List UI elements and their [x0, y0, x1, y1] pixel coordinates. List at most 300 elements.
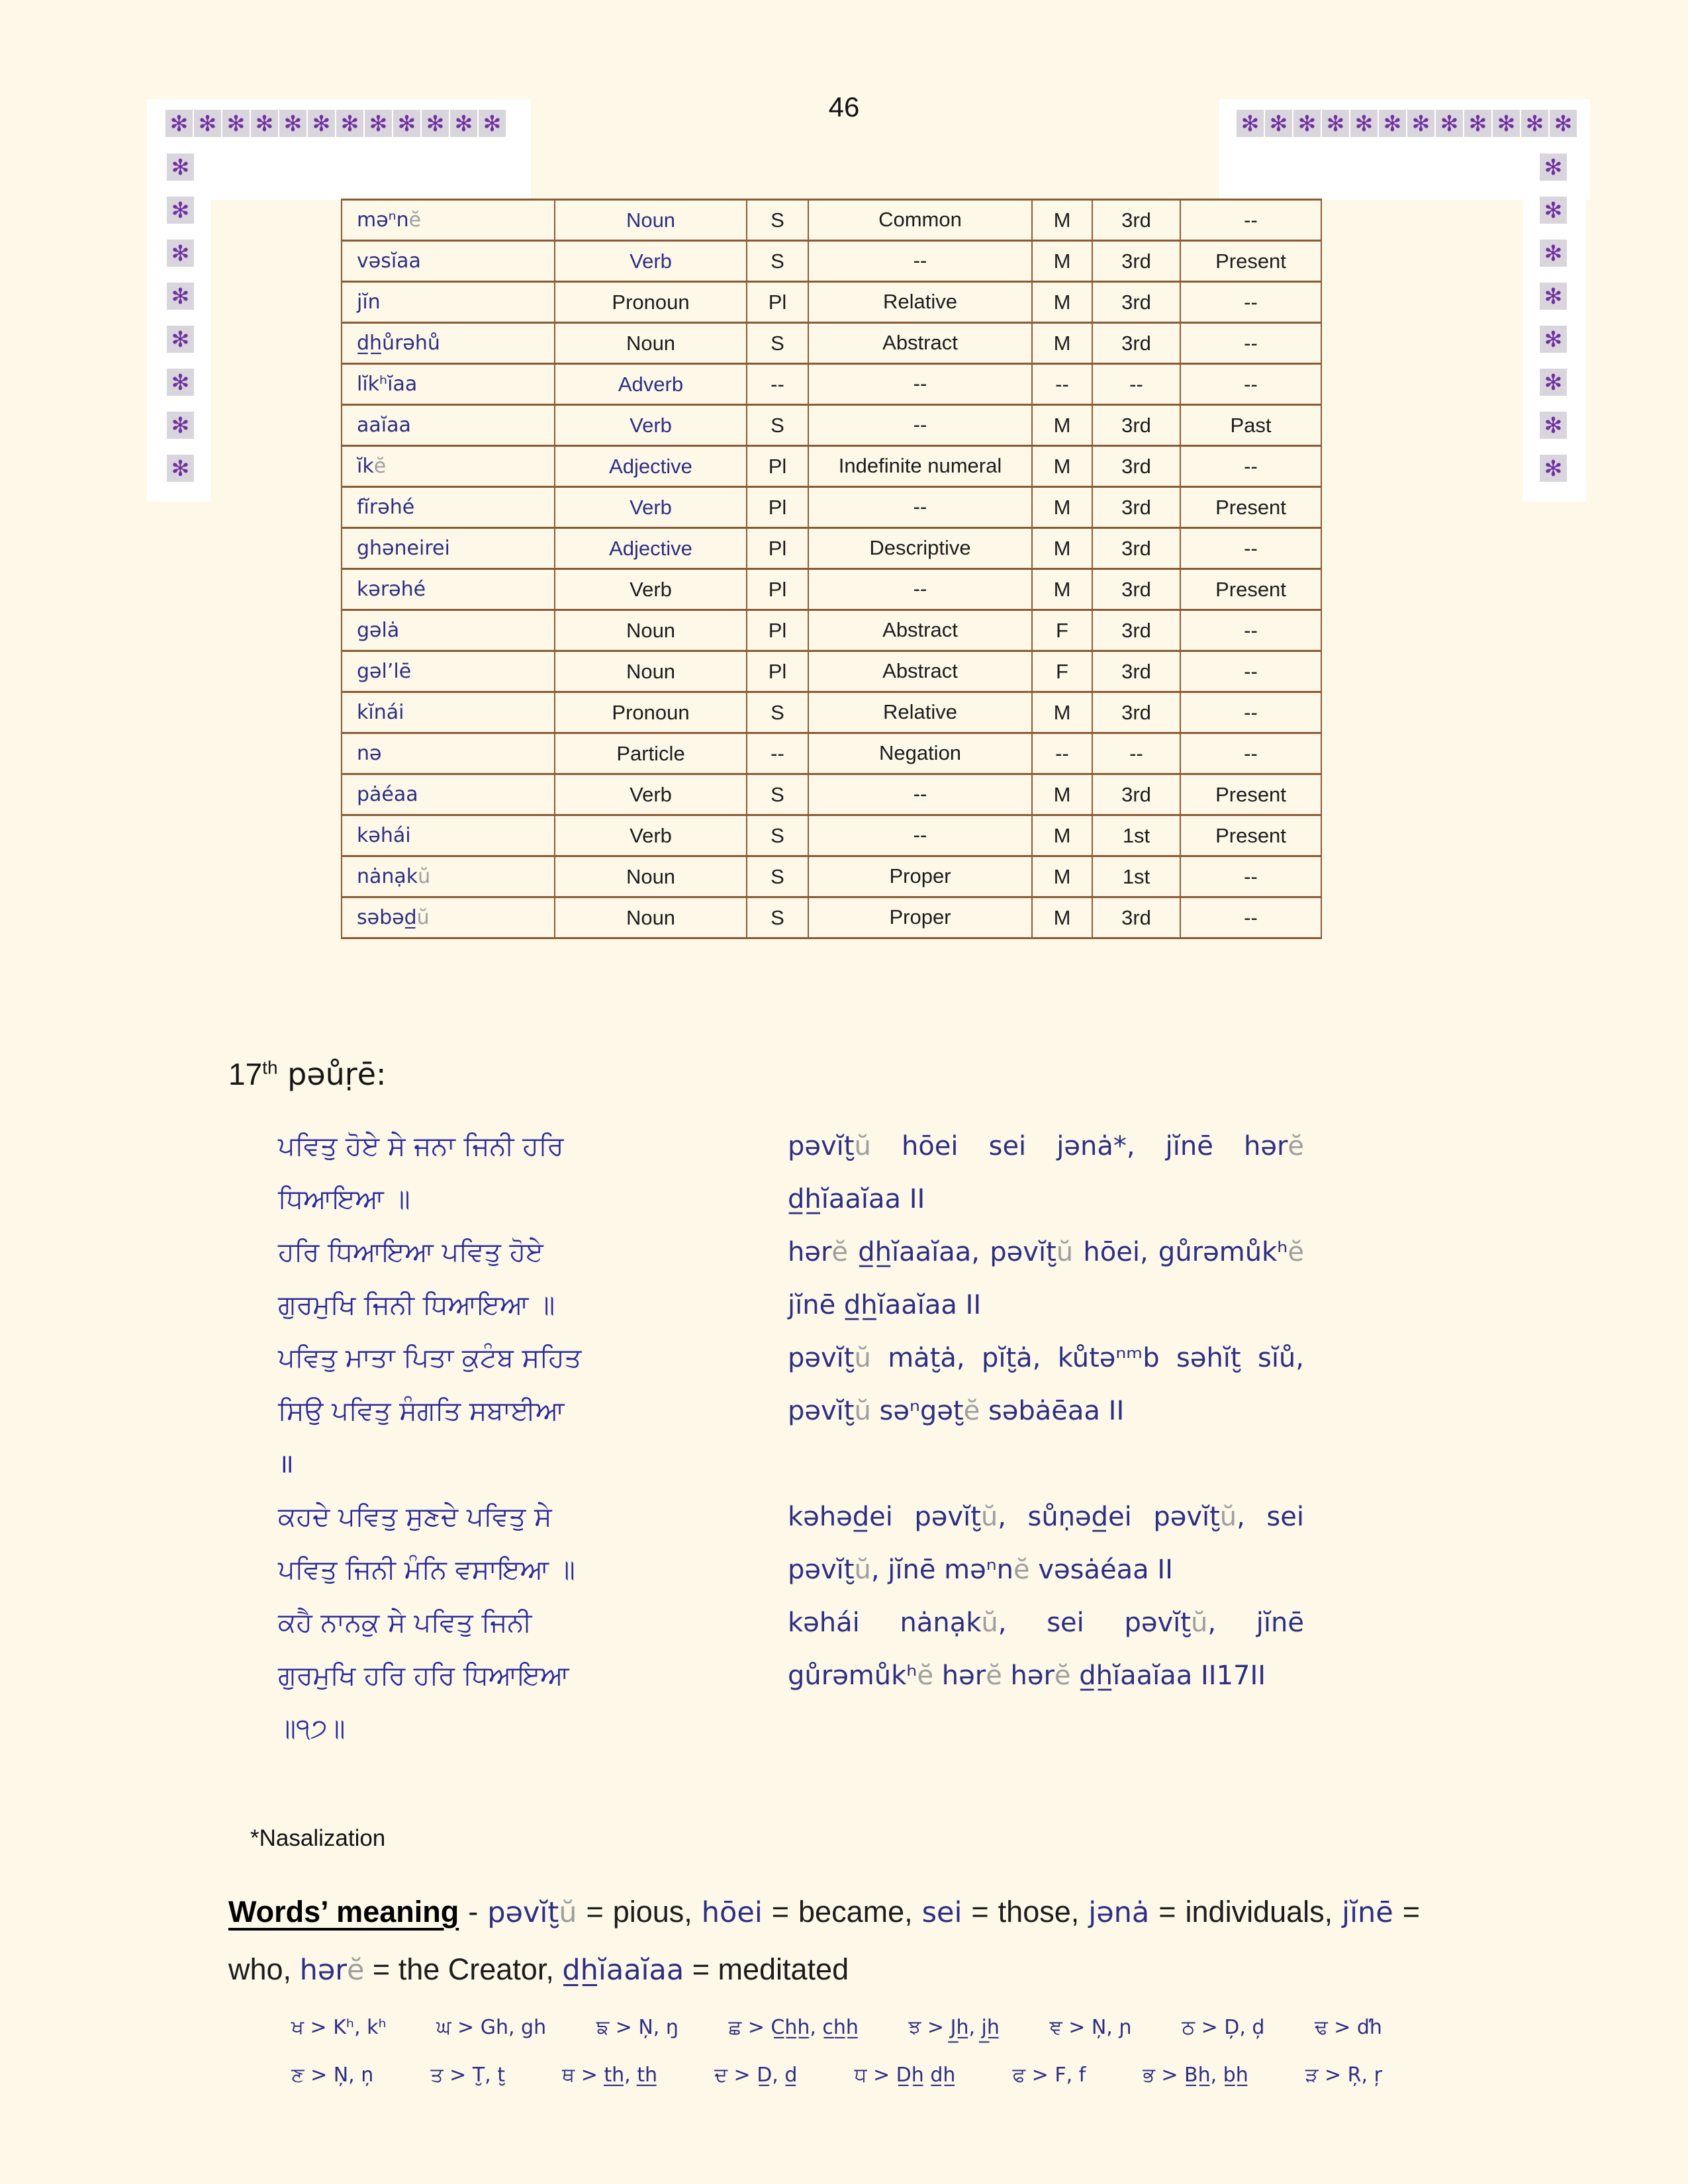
part-of-speech-cell: Adverb — [555, 364, 747, 405]
transliteration-verse — [788, 1490, 1313, 1596]
text-segment: = individuals, — [1149, 1895, 1342, 1929]
flower-icon: ✻ — [251, 110, 278, 137]
person-cell: 3rd — [1092, 692, 1180, 733]
key-item: ਝ > J̲h̲, j̲h̲ — [908, 2016, 1000, 2039]
tense-cell: -- — [1180, 897, 1321, 938]
ornament-strip-left — [167, 154, 194, 482]
number-cell: Pl — [747, 282, 808, 323]
flower-icon: ✻ — [422, 110, 449, 137]
part-of-speech-cell: Noun — [555, 856, 747, 897]
text-segment: ĕ — [831, 1237, 849, 1267]
key-item: ਞ > Ņ, ɲ — [1049, 2016, 1132, 2039]
number-cell: Pl — [747, 528, 808, 569]
text-segment: ĕ — [373, 455, 387, 478]
flower-icon: ✻ — [1540, 197, 1567, 224]
text-segment: mȧt̮ȧ, pĭt̮ȧ, kůtəⁿᵐb səhĭt̮ sĭů, pəvĭt̮ — [788, 1343, 1313, 1426]
number-cell: S — [747, 323, 808, 364]
person-cell: 3rd — [1092, 651, 1180, 692]
text-segment: hōei — [701, 1896, 763, 1929]
part-of-speech-cell: Adjective — [555, 446, 747, 487]
text-segment: ĕ — [986, 1661, 1002, 1691]
table-row — [342, 692, 1321, 733]
text-segment: d̲h̲ĭaaĭaa — [562, 1954, 684, 1987]
text-segment: ŭ — [559, 1896, 577, 1929]
word-cell — [342, 487, 555, 528]
text-segment: pəvĭt̮ — [788, 1343, 855, 1373]
word-cell — [342, 282, 555, 323]
tense-cell: Present — [1180, 569, 1321, 610]
gender-cell: M — [1032, 282, 1092, 323]
tense-cell: -- — [1180, 200, 1321, 241]
gender-cell: M — [1032, 897, 1092, 938]
flower-icon: ✻ — [194, 110, 221, 137]
text-segment: d̲h̲ĭaaĭaa II — [788, 1131, 1313, 1214]
number-cell: Pl — [747, 610, 808, 651]
table-row — [342, 282, 1321, 323]
person-cell: 1st — [1092, 815, 1180, 856]
text-segment: - — [459, 1895, 488, 1929]
type-cell: -- — [808, 569, 1032, 610]
table-row — [342, 487, 1321, 528]
text-segment: = who, — [228, 1895, 1429, 1986]
person-cell: 3rd — [1092, 528, 1180, 569]
grammar-table-body — [342, 200, 1321, 938]
part-of-speech-cell: Noun — [555, 323, 747, 364]
text-segment: , sei pəvĭt̮ — [788, 1502, 1313, 1585]
word-cell — [342, 569, 555, 610]
flower-icon: ✻ — [1293, 110, 1321, 137]
person-cell: 3rd — [1092, 446, 1180, 487]
key-item: ੜ > Ŗ, ŗ — [1305, 2064, 1382, 2087]
text-segment: ĕ — [346, 1954, 365, 1987]
flower-icon: ✻ — [1436, 110, 1463, 137]
number-cell: -- — [747, 733, 808, 774]
person-cell: 3rd — [1092, 487, 1180, 528]
text-segment: səbəd̲ — [357, 906, 417, 929]
flower-icon: ✻ — [1322, 110, 1349, 137]
text-segment: ĕ — [1013, 1555, 1030, 1585]
gender-cell: M — [1032, 528, 1092, 569]
gender-cell: -- — [1032, 364, 1092, 405]
tense-cell: -- — [1180, 528, 1321, 569]
text-segment: = meditated — [684, 1952, 849, 1986]
gurmukhi-verse: ਕਹੈ ਨਾਨਕੁ ਸੇ ਪਵਿਤੁ ਜਿਨੀ ਗੁਰਮੁਖਿ ਹਰਿ ਹਰਿ ਧਿਆਇਆ ॥੧੭॥ — [278, 1608, 569, 1744]
number-cell: S — [747, 200, 808, 241]
table-row — [342, 610, 1321, 651]
text-segment: ĕ — [963, 1396, 980, 1426]
transliteration-verse — [788, 1596, 1313, 1755]
flower-icon: ✻ — [1540, 455, 1567, 482]
flower-icon: ✻ — [1550, 110, 1577, 137]
number-cell: S — [747, 815, 808, 856]
text-segment: kĭnái — [357, 701, 404, 724]
text-segment: = pious, — [577, 1895, 702, 1929]
text-segment: ĕ — [917, 1661, 934, 1691]
text-segment: nȧnạk — [357, 865, 418, 888]
number-cell: S — [747, 856, 808, 897]
person-cell: 1st — [1092, 856, 1180, 897]
transliteration-verse — [788, 1332, 1313, 1490]
text-segment: hər — [1002, 1661, 1055, 1691]
person-cell: 3rd — [1092, 241, 1180, 282]
tense-cell: -- — [1180, 446, 1321, 487]
text-segment: gəl’lē — [357, 660, 412, 683]
number-cell: S — [747, 241, 808, 282]
word-cell — [342, 323, 555, 364]
type-cell: -- — [808, 487, 1032, 528]
word-cell — [342, 897, 555, 938]
table-row — [342, 241, 1321, 282]
type-cell: Indefinite numeral — [808, 446, 1032, 487]
part-of-speech-cell: Noun — [555, 200, 747, 241]
flower-icon: ✻ — [167, 240, 194, 267]
flower-icon: ✻ — [279, 110, 306, 137]
flower-icon: ✻ — [167, 154, 194, 181]
text-segment: = those, — [962, 1895, 1089, 1929]
text-segment: pəvĭt̮ — [788, 1131, 855, 1161]
key-item: ਢ > ďh — [1315, 2016, 1382, 2039]
text-segment: ŭ — [1056, 1237, 1074, 1267]
gender-cell: -- — [1032, 733, 1092, 774]
page-number: 46 — [828, 91, 860, 122]
text-segment: , sůṇəd̲ei pəvĭt̮ — [998, 1502, 1220, 1532]
key-item: ਣ > Ņ, ņ — [291, 2064, 374, 2087]
text-segment: səⁿgət̮ — [870, 1396, 964, 1426]
gender-cell: M — [1032, 692, 1092, 733]
part-of-speech-cell: Adjective — [555, 528, 747, 569]
part-of-speech-cell: Noun — [555, 610, 747, 651]
flower-icon: ✻ — [1265, 110, 1292, 137]
number-cell: S — [747, 405, 808, 446]
person-cell: 3rd — [1092, 200, 1180, 241]
ornament-strip-right — [1540, 154, 1567, 482]
table-row — [342, 528, 1321, 569]
flower-icon: ✻ — [1407, 110, 1434, 137]
number-cell: S — [747, 897, 808, 938]
nasalization-note: *Nasalization — [250, 1825, 386, 1851]
type-cell: -- — [808, 241, 1032, 282]
tense-cell: -- — [1180, 733, 1321, 774]
text-segment: = became, — [762, 1895, 922, 1929]
part-of-speech-cell: Verb — [555, 241, 747, 282]
text-segment: jənȧ — [1088, 1896, 1150, 1929]
flower-icon: ✻ — [1540, 412, 1567, 439]
text-segment: ghəneirei — [357, 537, 450, 560]
type-cell: Common — [808, 200, 1032, 241]
text-segment: kəhái nȧnạk — [788, 1608, 982, 1638]
flower-icon: ✻ — [1350, 110, 1378, 137]
text-segment: hər — [299, 1954, 347, 1987]
text-segment: ĕ — [408, 208, 422, 232]
phonetic-key-row-1 — [291, 2004, 1382, 2052]
flower-icon: ✻ — [165, 110, 193, 137]
text-segment: ŭ — [1190, 1608, 1208, 1638]
type-cell: Proper — [808, 897, 1032, 938]
table-row — [342, 733, 1321, 774]
section-heading — [228, 1056, 387, 1092]
words-meaning-paragraph — [228, 1884, 1429, 1999]
transliteration-verse — [788, 1226, 1313, 1332]
text-segment: d̲h̲ĭaaĭaa, pəvĭt̮ — [848, 1237, 1056, 1267]
text-segment: kərəhé — [357, 578, 426, 601]
pauri-title: pəůṛē: — [277, 1056, 387, 1092]
type-cell: Relative — [808, 282, 1032, 323]
part-of-speech-cell: Verb — [555, 487, 747, 528]
word-cell — [342, 446, 555, 487]
part-of-speech-cell: Noun — [555, 651, 747, 692]
number-cell: Pl — [747, 487, 808, 528]
part-of-speech-cell: Verb — [555, 774, 747, 815]
gender-cell: M — [1032, 856, 1092, 897]
text-segment: ŭ — [854, 1396, 871, 1426]
part-of-speech-cell: Noun — [555, 897, 747, 938]
person-cell: 3rd — [1092, 405, 1180, 446]
text-segment: ĕ — [1054, 1661, 1071, 1691]
gender-cell: M — [1032, 569, 1092, 610]
gender-cell: M — [1032, 200, 1092, 241]
table-row — [342, 815, 1321, 856]
phonetic-key — [291, 2004, 1382, 2099]
gender-cell: M — [1032, 405, 1092, 446]
gender-cell: F — [1032, 651, 1092, 692]
text-segment: vəsȧéaa II — [1029, 1555, 1173, 1585]
text-segment: ŭ — [416, 906, 430, 929]
text-segment: hōei, gůrəmůkʰ — [1073, 1237, 1288, 1267]
person-cell: 3rd — [1092, 282, 1180, 323]
tense-cell: Past — [1180, 405, 1321, 446]
flower-icon: ✻ — [167, 369, 194, 396]
text-segment: vəsĭaa — [357, 250, 421, 273]
table-row — [342, 856, 1321, 897]
text-segment: d̲h̲ĭaaĭaa II17II — [1070, 1661, 1266, 1691]
type-cell: Abstract — [808, 610, 1032, 651]
word-cell — [342, 774, 555, 815]
flower-icon: ✻ — [1540, 283, 1567, 310]
table-row — [342, 446, 1321, 487]
person-cell: 3rd — [1092, 774, 1180, 815]
part-of-speech-cell: Verb — [555, 405, 747, 446]
number-cell: S — [747, 774, 808, 815]
type-cell: Abstract — [808, 651, 1032, 692]
tense-cell: -- — [1180, 610, 1321, 651]
tense-cell: -- — [1180, 856, 1321, 897]
key-item: ਭ > B̲h̲, b̲h̲ — [1143, 2064, 1248, 2087]
type-cell: Relative — [808, 692, 1032, 733]
word-cell — [342, 651, 555, 692]
type-cell: Abstract — [808, 323, 1032, 364]
key-item: ਘ > Gh, gh — [436, 2016, 547, 2039]
text-segment: ĭk — [357, 455, 374, 478]
flower-icon: ✻ — [167, 283, 194, 310]
person-cell: -- — [1092, 364, 1180, 405]
flower-icon: ✻ — [1237, 110, 1264, 137]
flower-icon: ✻ — [167, 412, 194, 439]
table-row — [342, 569, 1321, 610]
text-segment: fĭrəhé — [357, 496, 415, 519]
tense-cell: Present — [1180, 487, 1321, 528]
flower-icon: ✻ — [308, 110, 335, 137]
table-row — [342, 200, 1321, 241]
word-cell — [342, 815, 555, 856]
person-cell: 3rd — [1092, 897, 1180, 938]
word-cell — [342, 528, 555, 569]
flower-icon: ✻ — [365, 110, 392, 137]
number-cell: S — [747, 692, 808, 733]
tense-cell: Present — [1180, 815, 1321, 856]
text-segment: ŭ — [981, 1608, 998, 1638]
gurmukhi-verse: ਹਰਿ ਧਿਆਇਆ ਪਵਿਤੁ ਹੋਏ ਗੁਰਮੁਖਿ ਜਿਨੀ ਧਿਆਇਆ ॥ — [278, 1237, 555, 1320]
person-cell: 3rd — [1092, 323, 1180, 364]
type-cell: -- — [808, 405, 1032, 446]
type-cell: Negation — [808, 733, 1032, 774]
gender-cell: M — [1032, 446, 1092, 487]
type-cell: -- — [808, 815, 1032, 856]
type-cell: Proper — [808, 856, 1032, 897]
text-segment: jĭn — [357, 291, 381, 314]
table-row — [342, 405, 1321, 446]
gender-cell: M — [1032, 323, 1092, 364]
key-item: ਥ > t̲h̲, t̲h̲ — [562, 2064, 657, 2087]
flower-icon: ✻ — [167, 455, 194, 482]
word-cell — [342, 200, 555, 241]
text-segment: sei — [921, 1896, 962, 1929]
key-item: ਦ > D̲, d̲ — [714, 2064, 798, 2087]
text-segment: hər — [788, 1237, 832, 1267]
text-segment: ŭ — [1219, 1502, 1237, 1532]
text-segment: kəhəd̲ei pəvĭt̮ — [788, 1502, 981, 1532]
key-item: ਖ > Kʰ, kʰ — [291, 2016, 387, 2039]
tense-cell: -- — [1180, 282, 1321, 323]
number-cell: -- — [747, 364, 808, 405]
flower-icon: ✻ — [1493, 110, 1520, 137]
text-segment: səbȧēaa II — [980, 1396, 1125, 1426]
gurmukhi-verse: ਪਵਿਤੁ ਮਾਤਾ ਪਿਤਾ ਕੁਟੰਬ ਸਹਿਤ ਸਿਉ ਪਵਿਤੁ ਸੰਗਤਿ ਸਬਾਈਆ ॥ — [278, 1343, 582, 1479]
table-row — [342, 897, 1321, 938]
flower-icon: ✻ — [1464, 110, 1491, 137]
text-segment: ĕ — [1288, 1131, 1304, 1161]
word-cell — [342, 364, 555, 405]
text-segment: lĭkʰĭaa — [357, 373, 418, 396]
text-segment: məⁿn — [357, 208, 409, 232]
tense-cell: -- — [1180, 692, 1321, 733]
flower-icon: ✻ — [336, 110, 363, 137]
key-item: ਧ > D̲h̲ d̲h̲ — [854, 2064, 956, 2087]
text-segment: , jĭnē məⁿn — [870, 1555, 1014, 1585]
text-segment: kəhái — [357, 824, 411, 847]
tense-cell: Present — [1180, 774, 1321, 815]
tense-cell: -- — [1180, 651, 1321, 692]
key-item: ਙ > Ņ, ŋ — [596, 2016, 679, 2039]
text-segment: d̲h̲ůrəhů — [357, 332, 440, 355]
flower-icon: ✻ — [393, 110, 420, 137]
text-segment: pȧéaa — [357, 783, 418, 806]
flower-icon: ✻ — [1540, 369, 1567, 396]
number-cell: Pl — [747, 569, 808, 610]
text-segment: ŭ — [980, 1502, 998, 1532]
table-row — [342, 323, 1321, 364]
part-of-speech-cell: Pronoun — [555, 282, 747, 323]
type-cell: -- — [808, 774, 1032, 815]
text-segment: aaĭaa — [357, 414, 411, 437]
flower-icon: ✻ — [167, 197, 194, 224]
shabad-grid — [278, 1120, 1313, 1755]
gurmukhi-verse: ਪਵਿਤੁ ਹੋਏ ਸੇ ਜਨਾ ਜਿਨੀ ਹਰਿ ਧਿਆਇਆ ॥ — [278, 1131, 564, 1214]
tense-cell: Present — [1180, 241, 1321, 282]
key-item: ਤ > T̮, t̮ — [430, 2064, 505, 2087]
word-cell — [342, 733, 555, 774]
type-cell: -- — [808, 364, 1032, 405]
type-cell: Descriptive — [808, 528, 1032, 569]
part-of-speech-cell: Particle — [555, 733, 747, 774]
table-row — [342, 651, 1321, 692]
text-segment: ŭ — [418, 865, 431, 888]
person-cell: -- — [1092, 733, 1180, 774]
text-segment: nə — [357, 742, 382, 765]
text-segment: jĭnē — [1342, 1896, 1393, 1929]
transliteration-verse — [788, 1120, 1313, 1226]
part-of-speech-cell: Verb — [555, 569, 747, 610]
word-cell — [342, 856, 555, 897]
text-segment: = the Creator, — [364, 1952, 563, 1986]
text-segment: , jĭnē gůrəmůkʰ — [788, 1608, 1313, 1691]
flower-icon: ✻ — [1540, 154, 1567, 181]
flower-icon: ✻ — [1540, 326, 1567, 353]
gender-cell: M — [1032, 774, 1092, 815]
phonetic-key-row-2 — [291, 2052, 1382, 2099]
flower-icon: ✻ — [479, 110, 506, 137]
text-segment: ŭ — [854, 1131, 871, 1161]
grammar-table — [341, 199, 1322, 939]
flower-icon: ✻ — [167, 326, 194, 353]
key-item: ਫ > F, f — [1012, 2064, 1086, 2087]
part-of-speech-cell: Verb — [555, 815, 747, 856]
word-cell — [342, 241, 555, 282]
flower-icon: ✻ — [450, 110, 477, 137]
person-cell: 3rd — [1092, 569, 1180, 610]
pauri-number: 17 — [228, 1057, 263, 1091]
flower-icon: ✻ — [1540, 240, 1567, 267]
gender-cell: M — [1032, 241, 1092, 282]
number-cell: Pl — [747, 651, 808, 692]
table-row — [342, 774, 1321, 815]
text-segment: jĭnē d̲h̲ĭaaĭaa II — [788, 1237, 1313, 1320]
ordinal-suffix: th — [262, 1057, 278, 1078]
word-cell — [342, 610, 555, 651]
text-segment: hōei sei jənȧ*, jĭnē hər — [870, 1131, 1288, 1161]
gender-cell: M — [1032, 815, 1092, 856]
flower-icon: ✻ — [1521, 110, 1548, 137]
flower-icon: ✻ — [1379, 110, 1406, 137]
text-segment: ŭ — [854, 1555, 871, 1585]
person-cell: 3rd — [1092, 610, 1180, 651]
number-cell: Pl — [747, 446, 808, 487]
text-segment: pəvĭt̮ — [487, 1896, 559, 1929]
key-item: ਛ > C̲h̲h̲, c̲h̲h̲ — [728, 2016, 859, 2039]
gurmukhi-verse: ਕਹਦੇ ਪਵਿਤੁ ਸੁਣਦੇ ਪਵਿਤੁ ਸੇ ਪਵਿਤੁ ਜਿਨੀ ਮੰਨਿ ਵਸਾਇਆ ॥ — [278, 1502, 575, 1585]
tense-cell: -- — [1180, 364, 1321, 405]
key-item: ਠ > D̦, d̦ — [1182, 2016, 1265, 2039]
word-cell — [342, 692, 555, 733]
gender-cell: F — [1032, 610, 1092, 651]
text-segment: gəlȧ — [357, 619, 400, 642]
text-segment: ĕ — [1288, 1237, 1304, 1267]
flower-icon: ✻ — [222, 110, 250, 137]
text-segment: ŭ — [854, 1343, 871, 1373]
text-segment: Words’ meaning — [228, 1895, 459, 1929]
gender-cell: M — [1032, 487, 1092, 528]
tense-cell: -- — [1180, 323, 1321, 364]
part-of-speech-cell: Pronoun — [555, 692, 747, 733]
